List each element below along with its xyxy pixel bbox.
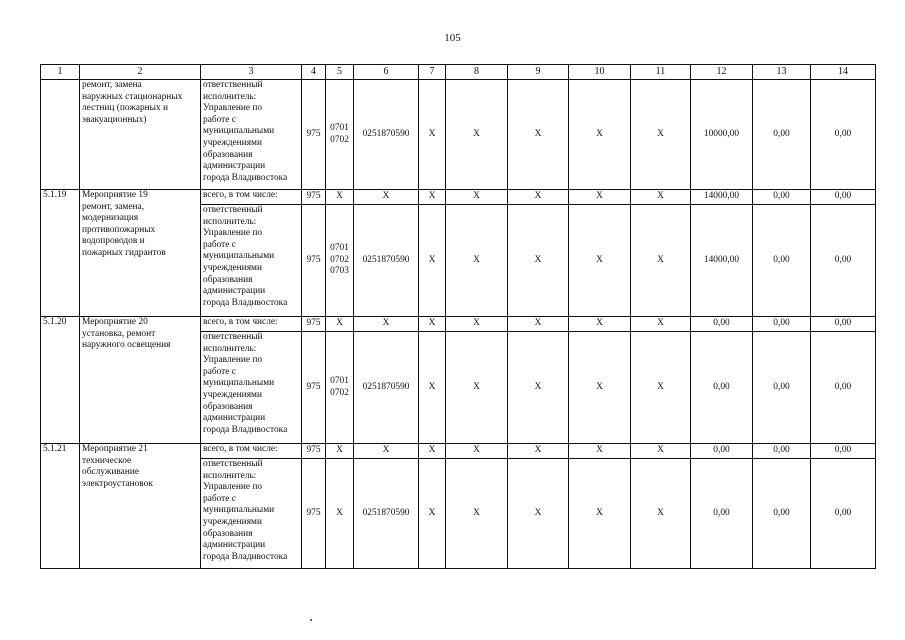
- cell-col9: X: [508, 80, 569, 190]
- cell-col14: 0,00: [811, 459, 876, 569]
- cell-col4: 975: [302, 459, 326, 569]
- item-number: 5.1.20: [41, 317, 80, 444]
- cell-col9: X: [508, 190, 569, 205]
- col-header: 8: [446, 65, 508, 80]
- cell-col4: 975: [302, 317, 326, 332]
- cell-col13: 0,00: [753, 332, 811, 444]
- cell-col8: X: [446, 317, 508, 332]
- cell-col9: X: [508, 444, 569, 459]
- cell-col10: X: [569, 190, 631, 205]
- cell-col6: 0251870590: [354, 459, 419, 569]
- cell-col12: 14000,00: [691, 205, 753, 317]
- cell-col8: X: [446, 444, 508, 459]
- cell-col5: 0701 0702: [326, 332, 354, 444]
- cell-col10: X: [569, 444, 631, 459]
- cell-col13: 0,00: [753, 205, 811, 317]
- col-header: 13: [753, 65, 811, 80]
- cell-col7: X: [419, 332, 446, 444]
- item-description: Мероприятие 21 техническое обслуживание электроустановок: [80, 444, 201, 569]
- cell-col9: X: [508, 332, 569, 444]
- cell-col4: 975: [302, 80, 326, 190]
- cell-col7: X: [419, 80, 446, 190]
- col-header: 3: [201, 65, 302, 80]
- item-description: ремонт, замена наружных стационарных лестниц (пожарных и эвакуационных): [80, 80, 201, 190]
- cell-col6: X: [354, 444, 419, 459]
- cell-col13: 0,00: [753, 444, 811, 459]
- cell-col9: X: [508, 459, 569, 569]
- cell-col12: 10000,00: [691, 80, 753, 190]
- cell-col4: 975: [302, 444, 326, 459]
- cell-col8: X: [446, 80, 508, 190]
- table-row: [41, 80, 876, 190]
- table-header-row: [41, 65, 876, 80]
- responsible-executor: ответственный исполнитель: Управление по работе с муниципальными учреждениями образования администрации города Владивостока: [201, 459, 302, 569]
- total-label: всего, в том числе:: [201, 444, 302, 459]
- cell-col8: X: [446, 205, 508, 317]
- cell-col4: 975: [302, 190, 326, 205]
- table-row-total: [41, 444, 876, 459]
- cell-col11: X: [631, 205, 691, 317]
- cell-col11: X: [631, 190, 691, 205]
- cell-col12: 0,00: [691, 459, 753, 569]
- cell-col14: 0,00: [811, 205, 876, 317]
- col-header: 1: [41, 65, 80, 80]
- cell-col6: 0251870590: [354, 332, 419, 444]
- cell-col4: 975: [302, 205, 326, 317]
- cell-col5: X: [326, 190, 354, 205]
- total-label: всего, в том числе:: [201, 190, 302, 205]
- cell-col13: 0,00: [753, 80, 811, 190]
- item-description: Мероприятие 20 установка, ремонт наружного освещения: [80, 317, 201, 444]
- cell-col8: X: [446, 332, 508, 444]
- col-header: 14: [811, 65, 876, 80]
- col-header: 7: [419, 65, 446, 80]
- scan-speck: [310, 619, 312, 621]
- cell-col10: X: [569, 80, 631, 190]
- cell-col11: X: [631, 80, 691, 190]
- cell-col5: X: [326, 444, 354, 459]
- item-description: Мероприятие 19 ремонт, замена, модернизация противопожарных водопроводов и пожарных гидрантов: [80, 190, 201, 317]
- cell-col8: X: [446, 459, 508, 569]
- cell-col11: X: [631, 459, 691, 569]
- cell-col7: X: [419, 459, 446, 569]
- page-number: 105: [444, 32, 461, 44]
- responsible-executor: ответственный исполнитель: Управление по работе с муниципальными учреждениями образования администрации города Владивостока: [201, 332, 302, 444]
- cell-col14: 0,00: [811, 317, 876, 332]
- cell-col10: X: [569, 205, 631, 317]
- cell-col6: 0251870590: [354, 205, 419, 317]
- cell-col14: 0,00: [811, 80, 876, 190]
- cell-col7: X: [419, 317, 446, 332]
- cell-col11: X: [631, 444, 691, 459]
- item-number-cell: [41, 80, 80, 190]
- cell-col6: X: [354, 317, 419, 332]
- cell-col10: X: [569, 317, 631, 332]
- col-header: 4: [302, 65, 326, 80]
- cell-col14: 0,00: [811, 190, 876, 205]
- col-header: 2: [80, 65, 201, 80]
- cell-col12: 0,00: [691, 444, 753, 459]
- table-row-total: [41, 190, 876, 205]
- cell-col6: X: [354, 190, 419, 205]
- cell-col7: X: [419, 205, 446, 317]
- table-row-total: [41, 317, 876, 332]
- col-header: 11: [631, 65, 691, 80]
- col-header: 12: [691, 65, 753, 80]
- cell-col12: 14000,00: [691, 190, 753, 205]
- cell-col5: 0701 0702: [326, 80, 354, 190]
- cell-col14: 0,00: [811, 332, 876, 444]
- col-header: 9: [508, 65, 569, 80]
- cell-col10: X: [569, 459, 631, 569]
- total-label: всего, в том числе:: [201, 317, 302, 332]
- cell-col13: 0,00: [753, 190, 811, 205]
- col-header: 5: [326, 65, 354, 80]
- cell-col10: X: [569, 332, 631, 444]
- cell-col9: X: [508, 317, 569, 332]
- cell-col13: 0,00: [753, 317, 811, 332]
- item-number: 5.1.21: [41, 444, 80, 569]
- cell-col14: 0,00: [811, 444, 876, 459]
- cell-col11: X: [631, 317, 691, 332]
- cell-col13: 0,00: [753, 459, 811, 569]
- item-number: 5.1.19: [41, 190, 80, 317]
- cell-col5: X: [326, 459, 354, 569]
- program-table: [40, 64, 876, 569]
- cell-col8: X: [446, 190, 508, 205]
- col-header: 10: [569, 65, 631, 80]
- cell-col9: X: [508, 205, 569, 317]
- cell-col7: X: [419, 444, 446, 459]
- cell-col7: X: [419, 190, 446, 205]
- cell-col6: 0251870590: [354, 80, 419, 190]
- cell-col5: 0701 0702 0703: [326, 205, 354, 317]
- cell-col4: 975: [302, 332, 326, 444]
- cell-col5: X: [326, 317, 354, 332]
- col-header: 6: [354, 65, 419, 80]
- cell-col12: 0,00: [691, 317, 753, 332]
- cell-col12: 0,00: [691, 332, 753, 444]
- cell-col11: X: [631, 332, 691, 444]
- responsible-executor: ответственный исполнитель: Управление по работе с муниципальными учреждениями образования администрации города Владивостока: [201, 205, 302, 317]
- responsible-executor: ответственный исполнитель: Управление по работе с муниципальными учреждениями образования администрации города Владивостока: [201, 80, 302, 190]
